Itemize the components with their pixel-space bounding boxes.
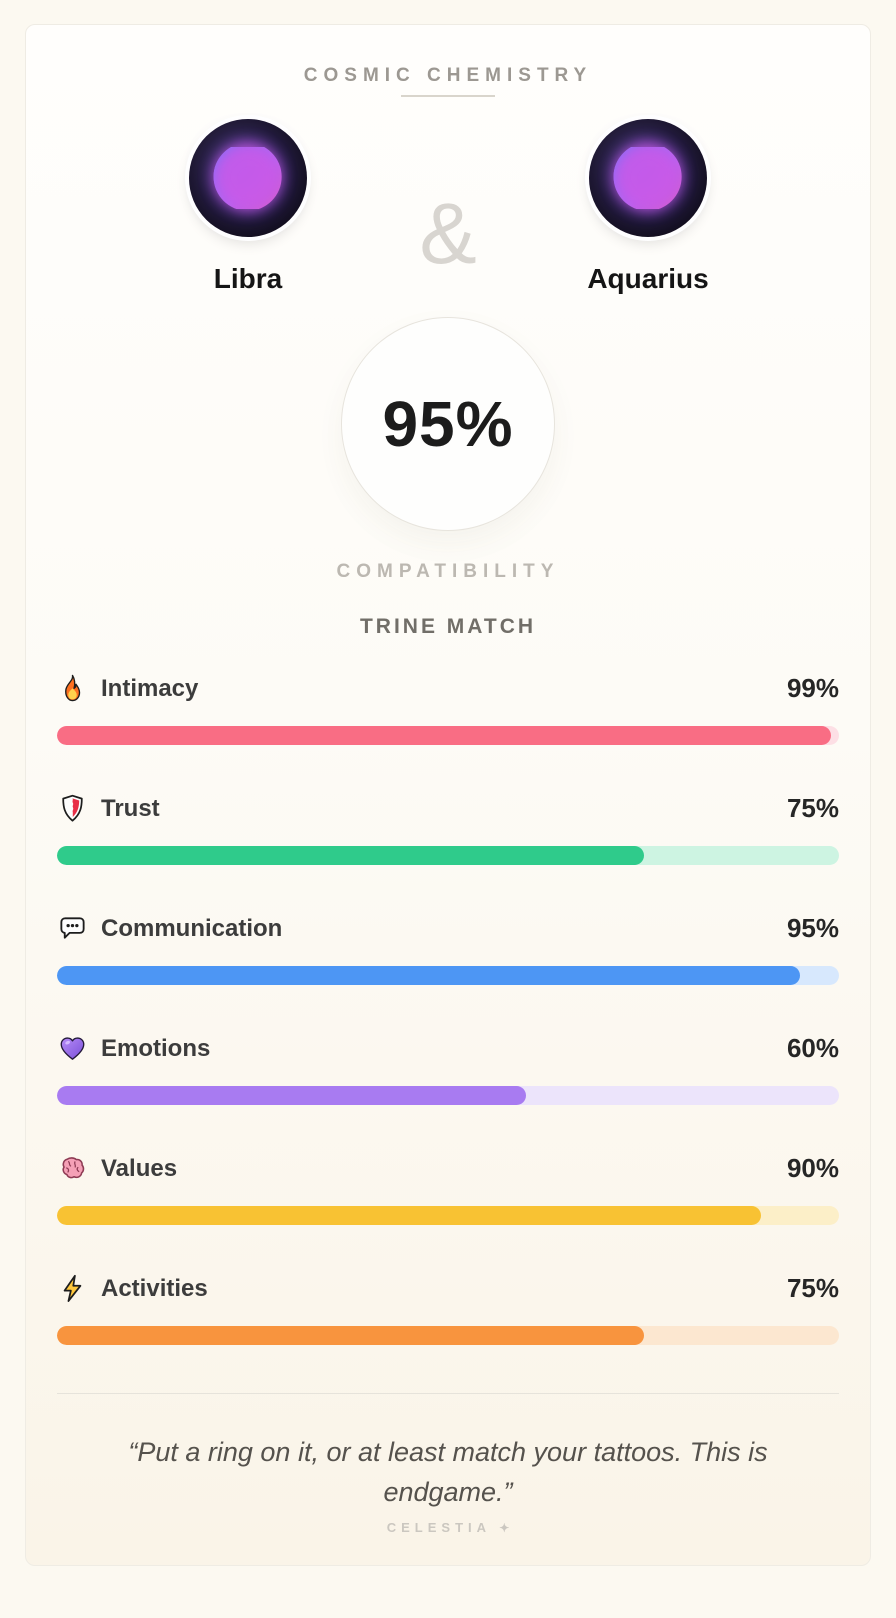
trust-bar-fill: [57, 846, 644, 865]
stat-value: 95%: [786, 913, 839, 943]
emotions-bar-fill: [57, 1086, 526, 1105]
stat-row-activities: [57, 1273, 839, 1345]
ampersand-separator: &: [419, 186, 477, 282]
libra-avatar: [189, 119, 307, 237]
brand-name: CELESTIA: [386, 1520, 491, 1535]
title-underline: [401, 95, 495, 97]
communication-bar-track: [57, 966, 839, 985]
stat-row-values: [57, 1153, 839, 1225]
libra-icon: ♎: [209, 143, 287, 212]
stat-label: Emotions: [101, 1034, 211, 1062]
match-type: TRINE MATCH: [359, 615, 537, 638]
values-bar-fill: [57, 1206, 761, 1225]
stat-label: Activities: [101, 1274, 208, 1302]
stat-value: 75%: [786, 793, 839, 823]
intimacy-bar-track: [57, 726, 839, 745]
trust-bar-track: [57, 846, 839, 865]
stat-label: Values: [101, 1154, 178, 1182]
stat-value: 60%: [786, 1033, 839, 1063]
emotions-bar-track: [57, 1086, 839, 1105]
quote-text: “Put a ring on it, or at least match your tattoos. This is endgame.”: [128, 1437, 768, 1507]
communication-bar-fill: [57, 966, 800, 985]
activities-bar-fill: [57, 1326, 644, 1345]
sign-name-right: Aquarius: [587, 263, 709, 294]
stat-value: 75%: [786, 1273, 839, 1303]
intimacy-bar-fill: [57, 726, 831, 745]
stat-value: 99%: [786, 673, 839, 703]
score-label: COMPATIBILITY: [336, 561, 560, 582]
stat-row-communication: [57, 913, 839, 985]
aquarius-icon: ♒: [609, 143, 687, 212]
stat-value: 90%: [786, 1153, 839, 1183]
stat-label: Communication: [101, 914, 283, 942]
brand-line: [57, 1520, 839, 1535]
brain-icon: [57, 1153, 88, 1184]
lightning-icon: [57, 1273, 88, 1304]
stat-row-trust: [57, 793, 839, 865]
stat-label: Intimacy: [101, 674, 199, 702]
sign-right: [508, 119, 788, 295]
stat-row-emotions: [57, 1033, 839, 1105]
activities-bar-track: [57, 1326, 839, 1345]
score-section: [57, 317, 839, 639]
values-bar-track: [57, 1206, 839, 1225]
aquarius-avatar: [589, 119, 707, 237]
page-title: COSMIC CHEMISTRY: [303, 65, 593, 86]
compatibility-card: [25, 24, 871, 1566]
zodiac-pair: [57, 119, 839, 295]
stat-row-intimacy: [57, 673, 839, 745]
shield-icon: [57, 793, 88, 824]
stats-list: [57, 673, 839, 1345]
flame-icon: [57, 673, 88, 704]
score-circle: [341, 317, 555, 531]
purple-heart-icon: [57, 1033, 88, 1064]
footer-divider: [57, 1393, 839, 1394]
stat-label: Trust: [101, 794, 160, 822]
score-value: 95%: [382, 388, 514, 460]
sparkle-icon: ✦: [499, 1521, 510, 1535]
speech-bubble-icon: [57, 913, 88, 944]
sign-left: [108, 119, 388, 295]
sign-name-left: Libra: [213, 263, 283, 294]
